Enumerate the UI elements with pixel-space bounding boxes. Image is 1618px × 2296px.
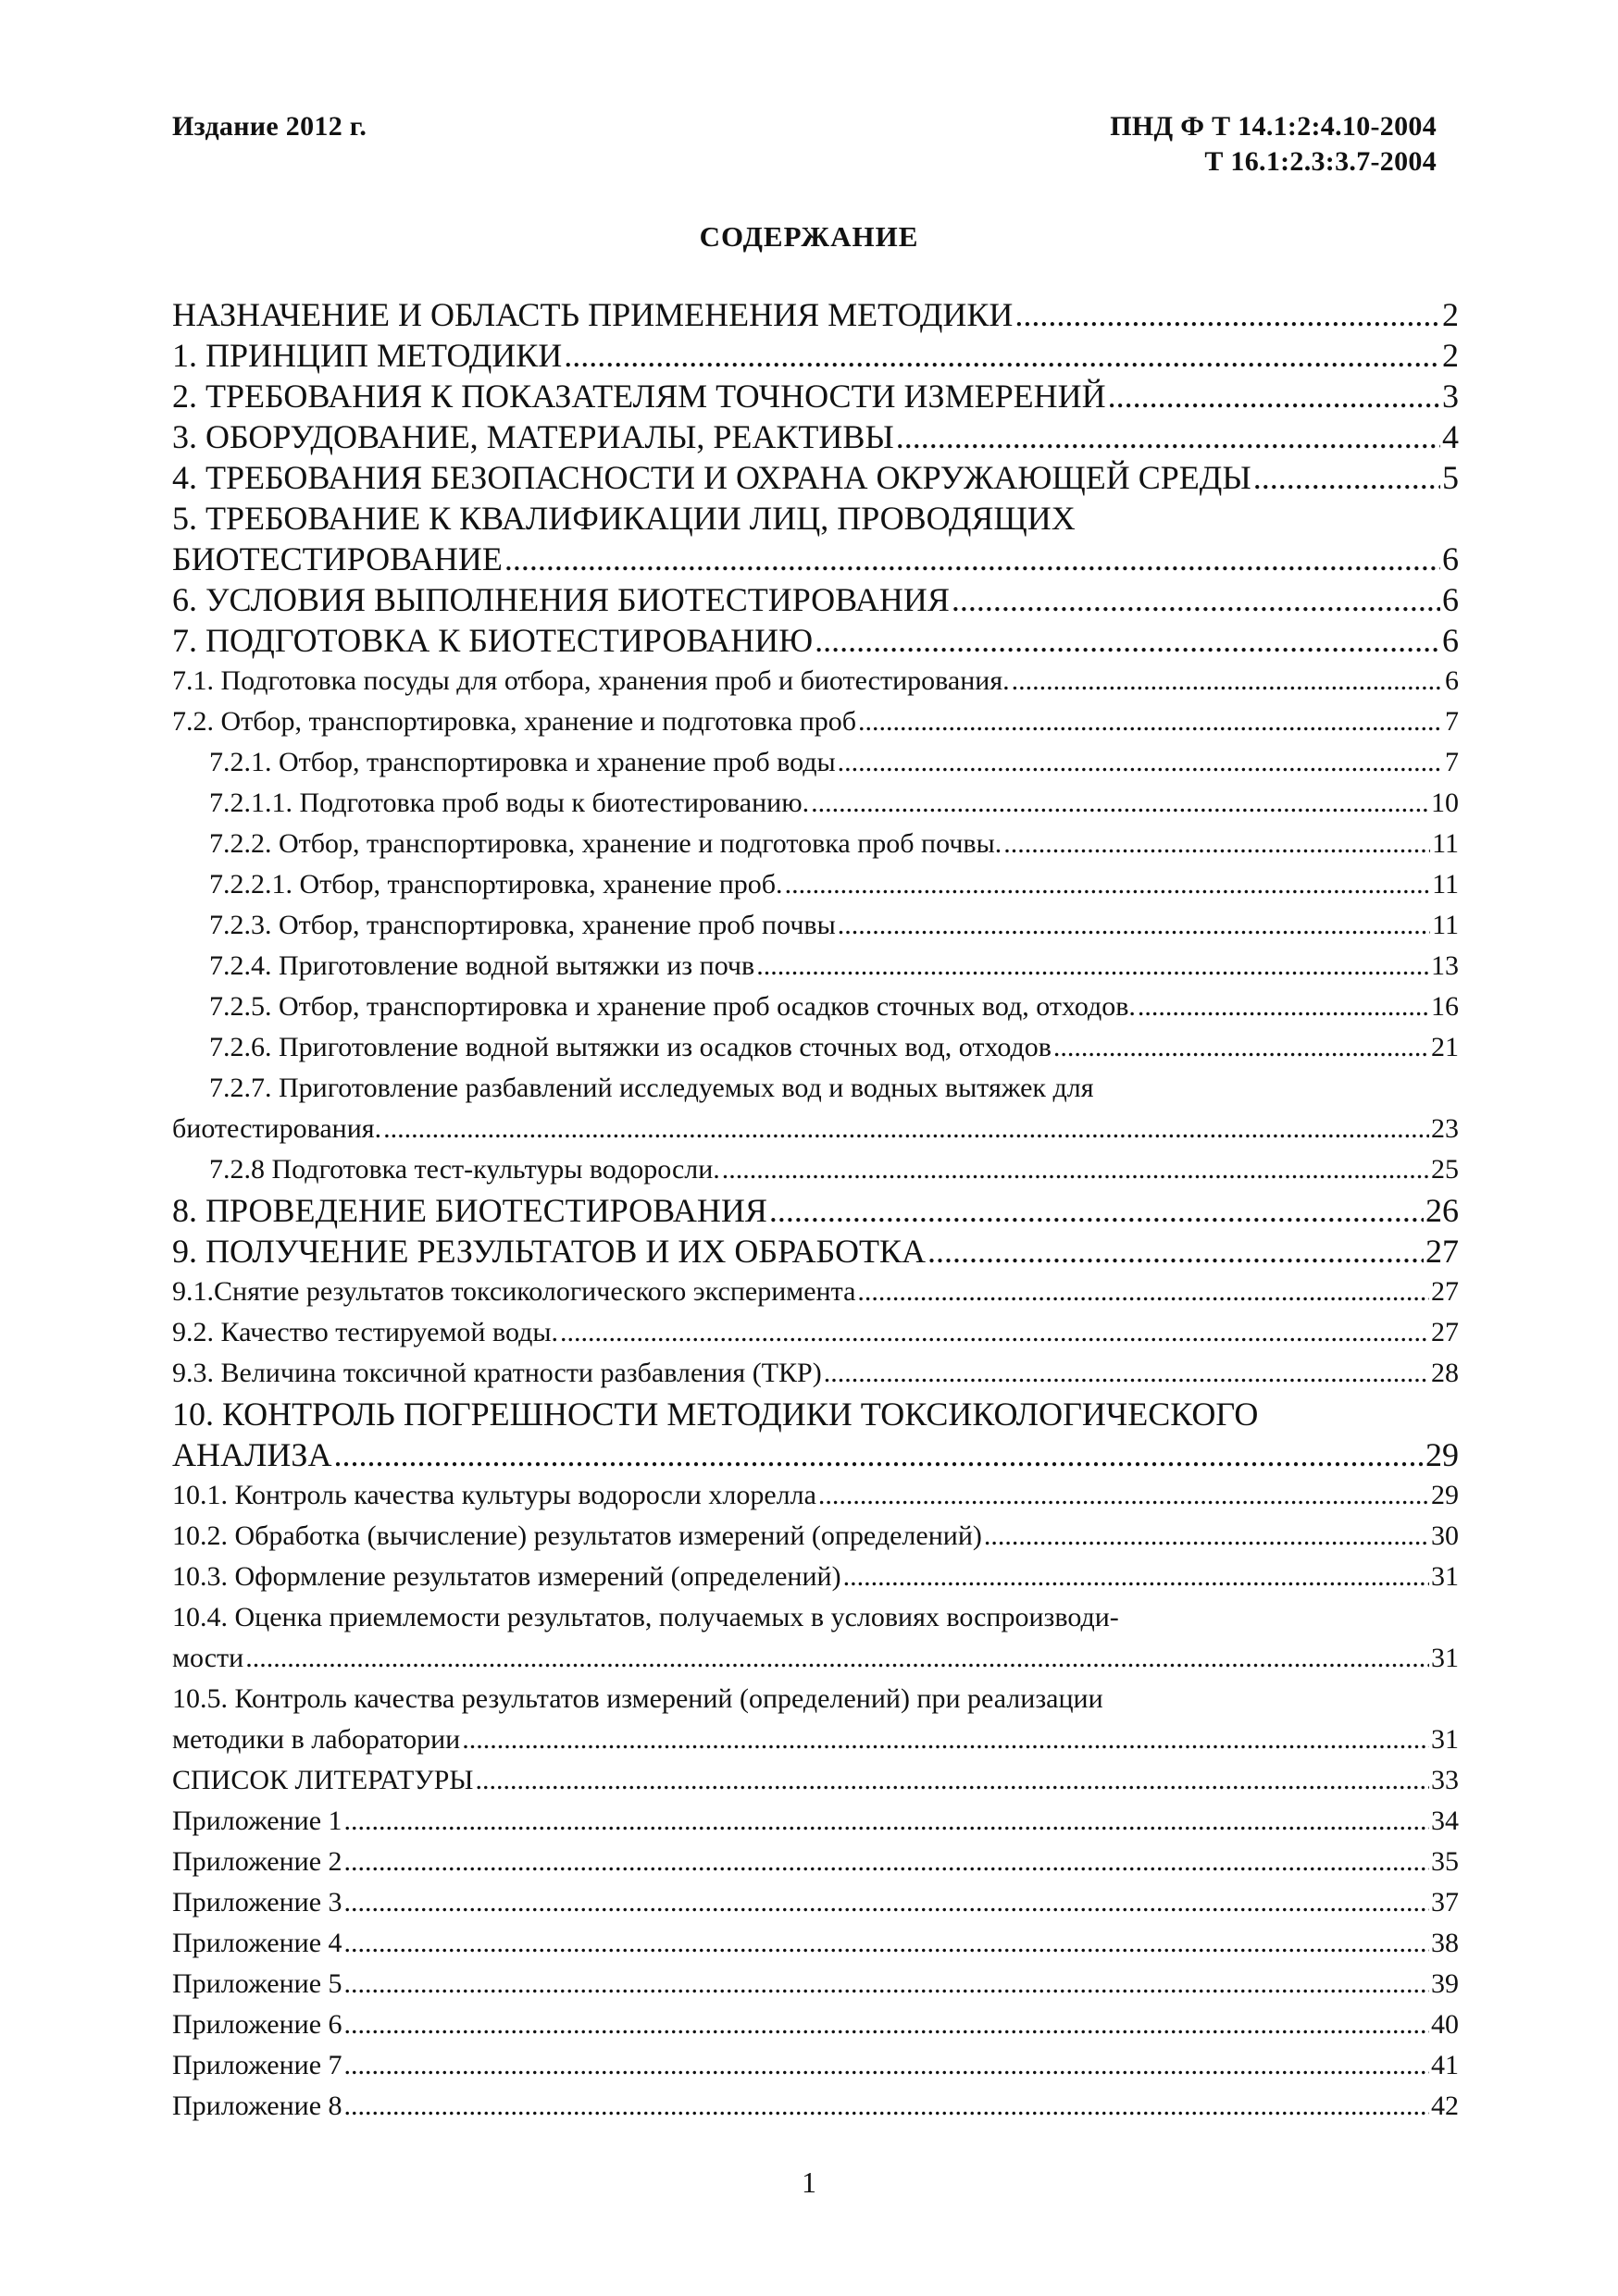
- toc-entry-title: 7.2.5. Отбор, транспортировка и хранение проб осадков сточных вод, отходов.: [209, 991, 1136, 1022]
- toc-entry-page: 6: [1442, 581, 1459, 618]
- toc-entry[interactable]: [172, 1923, 1459, 1964]
- toc-entry-page: 6: [1442, 540, 1459, 577]
- toc-entry[interactable]: [172, 1190, 1459, 1231]
- toc-entry[interactable]: [172, 416, 1459, 457]
- toc-entry-page: 2: [1442, 296, 1459, 333]
- toc-entry-title: 7.1. Подготовка посуды для отбора, хранения проб и биотестирования.: [172, 665, 1010, 696]
- toc-entry-page: 31: [1431, 1643, 1459, 1673]
- page-number: 1: [802, 2166, 816, 2199]
- toc-entry-page: 25: [1431, 1154, 1459, 1185]
- toc-leader: [858, 701, 1443, 742]
- toc-leader: [1014, 294, 1440, 335]
- toc-entry[interactable]: [172, 457, 1459, 498]
- toc-entry-title-first-line: 5. ТРЕБОВАНИЕ К КВАЛИФИКАЦИИ ЛИЦ, ПРОВОДЯЩИХ: [172, 500, 1076, 537]
- toc-entry-page: 10: [1431, 788, 1459, 818]
- toc-entry-title: мости: [172, 1643, 244, 1673]
- toc-entry-page: 7: [1445, 747, 1459, 777]
- toc-entry-title: 7.2.2.1. Отбор, транспортировка, хранение проб.: [209, 869, 783, 900]
- toc-entry-page: 27: [1425, 1233, 1459, 1270]
- toc-entry-title: 9.1.Снятие результатов токсикологического эксперимента: [172, 1276, 856, 1307]
- toc-entry-page: 31: [1431, 1724, 1459, 1755]
- toc-entry-page: 21: [1431, 1032, 1459, 1062]
- toc-leader: [1053, 1027, 1429, 1068]
- toc-entry-title: 10.3. Оформление результатов измерений (определений): [172, 1561, 841, 1592]
- toc-entry-title: биотестирования.: [172, 1113, 382, 1144]
- toc-leader: [462, 1719, 1429, 1760]
- toc-entry[interactable]: [172, 620, 1459, 661]
- toc-entry-title: Приложение 5: [172, 1968, 342, 1999]
- toc-entry-page: 37: [1431, 1887, 1459, 1917]
- toc-entry[interactable]: [172, 2004, 1459, 2045]
- toc-entry[interactable]: [172, 294, 1459, 335]
- toc-entry[interactable]: [172, 742, 1459, 783]
- toc-entry-title-first-line: 10.5. Контроль качества результатов измерений (определений) при реализации: [172, 1683, 1103, 1714]
- toc-entry[interactable]: [172, 1557, 1459, 1597]
- toc-entry-page: 42: [1431, 2091, 1459, 2121]
- toc-entry[interactable]: [172, 1312, 1459, 1353]
- toc-entry-page: 13: [1431, 950, 1459, 981]
- toc-leader: [564, 335, 1440, 376]
- table-of-contents: [172, 294, 1459, 2127]
- toc-leader: [984, 1516, 1429, 1557]
- toc-leader: [1138, 987, 1429, 1027]
- toc-entry-title: БИОТЕСТИРОВАНИЕ: [172, 540, 503, 577]
- toc-entry[interactable]: [172, 1882, 1459, 1923]
- toc-entry-title: 7.2.8 Подготовка тест-культуры водоросли.: [209, 1154, 720, 1185]
- toc-entry[interactable]: [172, 1394, 1459, 1475]
- toc-entry-page: 39: [1431, 1968, 1459, 1999]
- toc-entry-title-first-line: 10. КОНТРОЛЬ ПОГРЕШНОСТИ МЕТОДИКИ ТОКСИКОЛОГИЧЕСКОГО: [172, 1396, 1259, 1433]
- edition-label: Издание 2012 г.: [172, 111, 367, 142]
- toc-entry-title: 10.1. Контроль качества культуры водоросли хлорелла: [172, 1480, 816, 1510]
- toc-entry[interactable]: [172, 498, 1459, 579]
- toc-entry-title: СПИСОК ЛИТЕРАТУРЫ: [172, 1765, 474, 1795]
- toc-entry[interactable]: [172, 1597, 1459, 1679]
- toc-entry[interactable]: [172, 1231, 1459, 1272]
- toc-leader: [344, 2004, 1429, 2045]
- toc-entry[interactable]: [172, 783, 1459, 824]
- toc-entry[interactable]: [172, 1272, 1459, 1312]
- toc-entry-page: 2: [1442, 337, 1459, 374]
- toc-entry-page: 26: [1425, 1192, 1459, 1229]
- toc-leader: [824, 1353, 1429, 1394]
- toc-leader: [838, 905, 1430, 946]
- toc-entry[interactable]: [172, 1964, 1459, 2004]
- toc-entry-page: 11: [1432, 828, 1459, 859]
- toc-entry-title: 9. ПОЛУЧЕНИЕ РЕЗУЛЬТАТОВ И ИХ ОБРАБОТКА: [172, 1233, 926, 1270]
- toc-entry-title: 9.2. Качество тестируемой воды.: [172, 1317, 558, 1347]
- toc-leader: [952, 579, 1440, 620]
- toc-entry-page: 6: [1445, 665, 1459, 696]
- toc-leader: [769, 1190, 1424, 1231]
- toc-entry-page: 30: [1431, 1520, 1459, 1551]
- toc-leader: [344, 1842, 1429, 1882]
- toc-entry-title: 3. ОБОРУДОВАНИЕ, МАТЕРИАЛЫ, РЕАКТИВЫ: [172, 418, 894, 455]
- toc-entry-title: Приложение 6: [172, 2009, 342, 2040]
- toc-entry-title: 7.2. Отбор, транспортировка, хранение и подготовка проб: [172, 706, 857, 737]
- toc-entry-page: 31: [1431, 1561, 1459, 1592]
- toc-entry-title: 7.2.6. Приготовление водной вытяжки из осадков сточных вод, отходов: [209, 1032, 1052, 1062]
- toc-leader: [818, 1475, 1429, 1516]
- toc-entry[interactable]: [172, 661, 1459, 701]
- toc-entry-page: 38: [1431, 1928, 1459, 1958]
- toc-entry-page: 29: [1431, 1480, 1459, 1510]
- toc-entry-page: 7: [1445, 706, 1459, 737]
- toc-entry-page: 23: [1431, 1113, 1459, 1144]
- toc-entry-title-first-line: 10.4. Оценка приемлемости результатов, получаемых в условиях воспроизводи-: [172, 1602, 1119, 1632]
- toc-leader: [344, 2086, 1429, 2127]
- toc-entry[interactable]: [172, 1475, 1459, 1516]
- toc-entry-page: 3: [1442, 378, 1459, 415]
- toc-entry[interactable]: [172, 1842, 1459, 1882]
- toc-entry-page: 27: [1431, 1317, 1459, 1347]
- toc-entry-title: Приложение 1: [172, 1806, 342, 1836]
- toc-entry-page: 11: [1432, 869, 1459, 900]
- toc-leader: [896, 416, 1440, 457]
- toc-entry[interactable]: [172, 1353, 1459, 1394]
- toc-entry[interactable]: [172, 376, 1459, 416]
- toc-entry[interactable]: [172, 701, 1459, 742]
- toc-leader: [504, 539, 1440, 579]
- toc-entry-page: 28: [1431, 1358, 1459, 1388]
- toc-entry[interactable]: [172, 905, 1459, 946]
- toc-entry-title: 7.2.3. Отбор, транспортировка, хранение проб почвы: [209, 910, 836, 940]
- toc-entry-page: 29: [1425, 1436, 1459, 1473]
- document-code-line-1: ПНД Ф Т 14.1:2:4.10-2004: [1110, 111, 1437, 142]
- toc-leader: [560, 1312, 1429, 1353]
- toc-entry-title: 2. ТРЕБОВАНИЯ К ПОКАЗАТЕЛЯМ ТОЧНОСТИ ИЗМЕРЕНИЙ: [172, 378, 1106, 415]
- toc-entry-title: 7.2.2. Отбор, транспортировка, хранение и подготовка проб почвы.: [209, 828, 1002, 859]
- toc-leader: [815, 620, 1440, 661]
- toc-entry-page: 33: [1431, 1765, 1459, 1795]
- toc-entry-title: 6. УСЛОВИЯ ВЫПОЛНЕНИЯ БИОТЕСТИРОВАНИЯ: [172, 581, 950, 618]
- toc-entry-page: 27: [1431, 1276, 1459, 1307]
- toc-entry-page: 34: [1431, 1806, 1459, 1836]
- toc-leader: [333, 1434, 1424, 1475]
- toc-entry-title: 7.2.1. Отбор, транспортировка и хранение проб воды: [209, 747, 836, 777]
- toc-leader: [927, 1231, 1424, 1272]
- toc-leader: [811, 783, 1429, 824]
- toc-entry[interactable]: [172, 946, 1459, 987]
- toc-entry[interactable]: [172, 1801, 1459, 1842]
- toc-entry-title: 7.2.1.1. Подготовка проб воды к биотестированию.: [209, 788, 810, 818]
- toc-entry-page: 11: [1432, 910, 1459, 940]
- toc-entry-title: Приложение 8: [172, 2091, 342, 2121]
- toc-entry-title-first-line: 7.2.7. Приготовление разбавлений исследуемых вод и водных вытяжек для: [209, 1073, 1094, 1103]
- toc-leader: [722, 1149, 1429, 1190]
- toc-entry[interactable]: [172, 1760, 1459, 1801]
- toc-leader: [344, 1801, 1429, 1842]
- toc-leader: [785, 864, 1431, 905]
- toc-leader: [1012, 661, 1443, 701]
- toc-entry[interactable]: [172, 579, 1459, 620]
- toc-entry[interactable]: [172, 2086, 1459, 2127]
- toc-entry-title: 10.2. Обработка (вычисление) результатов измерений (определений): [172, 1520, 982, 1551]
- toc-leader: [344, 1882, 1429, 1923]
- toc-leader: [344, 1964, 1429, 2004]
- toc-leader: [838, 742, 1443, 783]
- toc-entry-title: 1. ПРИНЦИП МЕТОДИКИ: [172, 337, 563, 374]
- toc-entry[interactable]: [172, 1068, 1459, 1149]
- page-title: СОДЕРЖАНИЕ: [699, 220, 919, 253]
- toc-entry-title: НАЗНАЧЕНИЕ И ОБЛАСТЬ ПРИМЕНЕНИЯ МЕТОДИКИ: [172, 296, 1014, 333]
- toc-entry-title: 8. ПРОВЕДЕНИЕ БИОТЕСТИРОВАНИЯ: [172, 1192, 767, 1229]
- toc-leader: [1253, 457, 1440, 498]
- toc-leader: [383, 1109, 1429, 1149]
- toc-entry-title: Приложение 3: [172, 1887, 342, 1917]
- toc-entry-page: 16: [1431, 991, 1459, 1022]
- toc-entry-page: 6: [1442, 622, 1459, 659]
- toc-entry[interactable]: [172, 335, 1459, 376]
- toc-entry-page: 5: [1442, 459, 1459, 496]
- toc-leader: [344, 2045, 1429, 2086]
- toc-entry[interactable]: [172, 824, 1459, 864]
- toc-entry-title: Приложение 7: [172, 2050, 342, 2080]
- toc-entry-title: 4. ТРЕБОВАНИЯ БЕЗОПАСНОСТИ И ОХРАНА ОКРУЖАЮЩЕЙ СРЕДЫ: [172, 459, 1251, 496]
- toc-entry-page: 41: [1431, 2050, 1459, 2080]
- toc-leader: [843, 1557, 1429, 1597]
- toc-entry-page: 40: [1431, 2009, 1459, 2040]
- toc-entry-page: 35: [1431, 1846, 1459, 1877]
- toc-entry[interactable]: [172, 1516, 1459, 1557]
- toc-entry[interactable]: [172, 1027, 1459, 1068]
- toc-leader: [756, 946, 1429, 987]
- toc-entry-page: 4: [1442, 418, 1459, 455]
- toc-leader: [857, 1272, 1429, 1312]
- toc-entry-title: 9.3. Величина токсичной кратности разбавления (ТКР): [172, 1358, 822, 1388]
- toc-entry[interactable]: [172, 1679, 1459, 1760]
- toc-entry-title: АНАЛИЗА: [172, 1436, 332, 1473]
- toc-entry-title: методики в лаборатории: [172, 1724, 461, 1755]
- toc-leader: [1003, 824, 1430, 864]
- toc-leader: [344, 1923, 1429, 1964]
- toc-entry[interactable]: [172, 864, 1459, 905]
- toc-entry-title: 7.2.4. Приготовление водной вытяжки из почв: [209, 950, 755, 981]
- toc-entry[interactable]: [172, 1149, 1459, 1190]
- toc-leader: [1108, 376, 1440, 416]
- document-code-line-2: Т 16.1:2.3:3.7-2004: [1204, 146, 1437, 177]
- toc-entry-title: 7. ПОДГОТОВКА К БИОТЕСТИРОВАНИЮ: [172, 622, 814, 659]
- toc-entry-title: Приложение 4: [172, 1928, 342, 1958]
- toc-leader: [475, 1760, 1429, 1801]
- toc-entry-title: Приложение 2: [172, 1846, 342, 1877]
- toc-entry[interactable]: [172, 2045, 1459, 2086]
- toc-entry[interactable]: [172, 987, 1459, 1027]
- toc-leader: [245, 1638, 1429, 1679]
